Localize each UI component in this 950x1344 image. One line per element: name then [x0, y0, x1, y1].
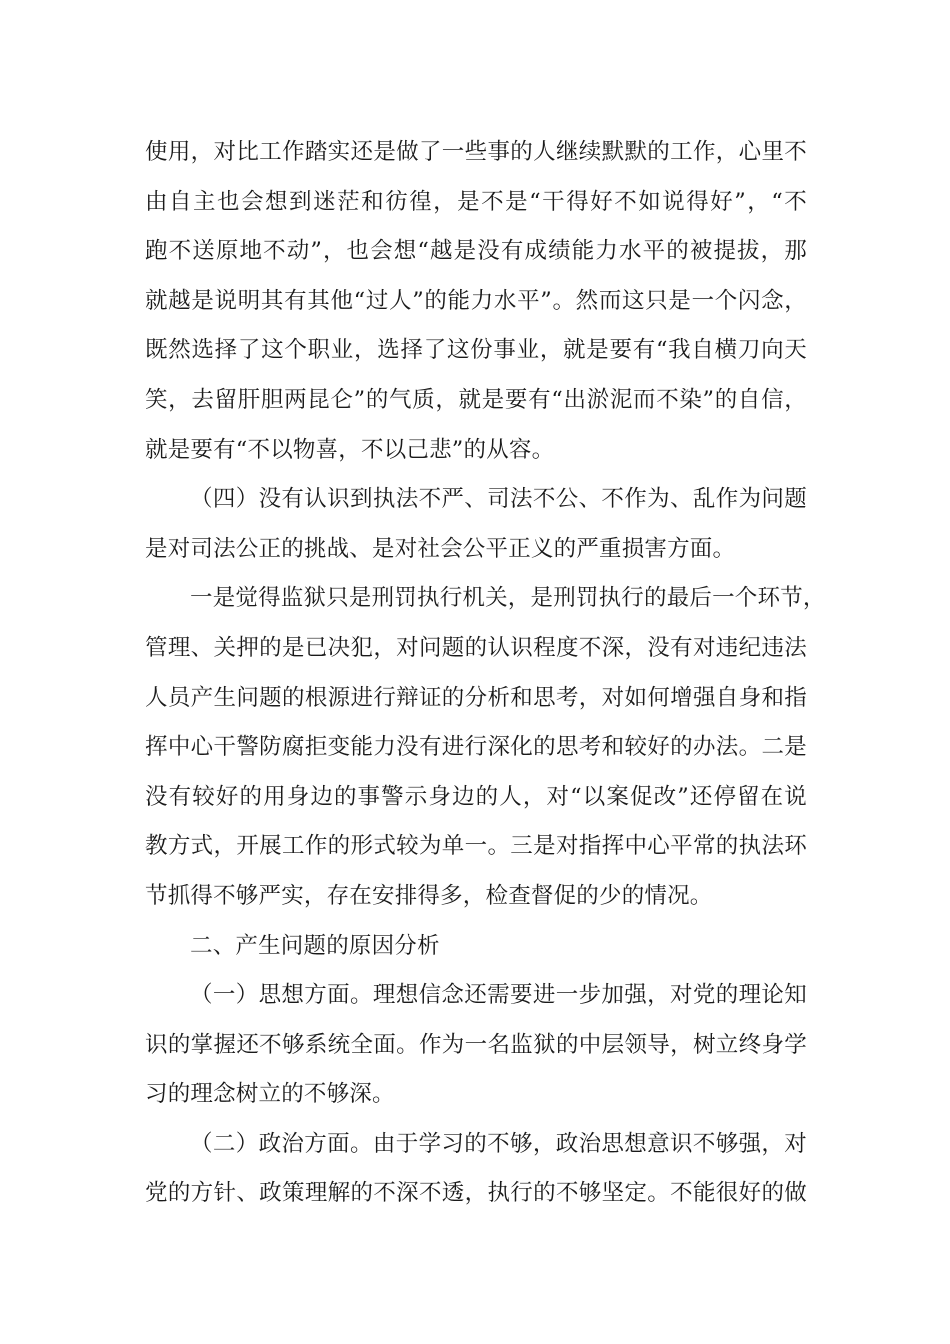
text-line: （二）政治方面。由于学习的不够，政治思想意识不够强，对: [190, 1130, 807, 1157]
text-line: 节抓得不够严实，存在安排得多，检查督促的少的情况。: [145, 882, 713, 909]
text-line: 党的方针、政策理解的不深不透，执行的不够坚定。不能很好的做: [145, 1180, 807, 1207]
text-line: 既然选择了这个职业，选择了这份事业，就是要有“我自横刀向天: [145, 337, 807, 364]
heading-line: 二、产生问题的原因分析: [190, 932, 440, 959]
text-line: 跑不送原地不动”，也会想“越是没有成绩能力水平的被提拔，那: [145, 238, 807, 265]
text-line: 习的理念树立的不够深。: [145, 1081, 395, 1108]
paragraph-1: [145, 128, 807, 475]
text-line: 是对司法公正的挑战、是对社会公平正义的严重损害方面。: [145, 535, 736, 562]
text-line: 管理、关押的是已决犯，对问题的认识程度不深，没有对违纪违法: [145, 634, 807, 661]
text-line: 一是觉得监狱只是刑罚执行机关，是刑罚执行的最后一个环节，: [190, 585, 826, 612]
text-line: 识的掌握还不够系统全面。作为一名监狱的中层领导，树立终身学: [145, 1031, 807, 1058]
text-line: （一）思想方面。理想信念还需要进一步加强，对党的理论知: [190, 982, 807, 1009]
text-line: 挥中心干警防腐拒变能力没有进行深化的思考和较好的办法。二是: [145, 734, 807, 761]
text-line: 没有较好的用身边的事警示身边的人，对“以案促改”还停留在说: [145, 783, 807, 810]
paragraph-3: [145, 574, 826, 921]
text-line: 就是要有“不以物喜，不以己悲”的从容。: [145, 436, 555, 463]
text-line: 使用，对比工作踏实还是做了一些事的人继续默默的工作，心里不: [145, 139, 807, 165]
document-body: [145, 128, 826, 1219]
text-line: 笑，去留肝胆两昆仑”的气质，就是要有“出淤泥而不染”的自信，: [145, 386, 807, 413]
text-line: 就越是说明其有其他“过人”的能力水平”。然而这只是一个闪念，: [145, 287, 807, 314]
text-line: 人员产生问题的根源进行辩证的分析和思考，对如何增强自身和指: [145, 684, 807, 711]
section-heading: [145, 922, 807, 972]
paragraph-5: [145, 971, 807, 1120]
paragraph-2: [145, 475, 807, 574]
paragraph-6: [145, 1120, 807, 1219]
text-line: （四）没有认识到执法不严、司法不公、不作为、乱作为问题: [190, 486, 807, 513]
text-line: 教方式，开展工作的形式较为单一。三是对指挥中心平常的执法环: [145, 833, 807, 860]
text-line: 由自主也会想到迷茫和彷徨，是不是“干得好不如说得好”，“不: [145, 188, 807, 215]
